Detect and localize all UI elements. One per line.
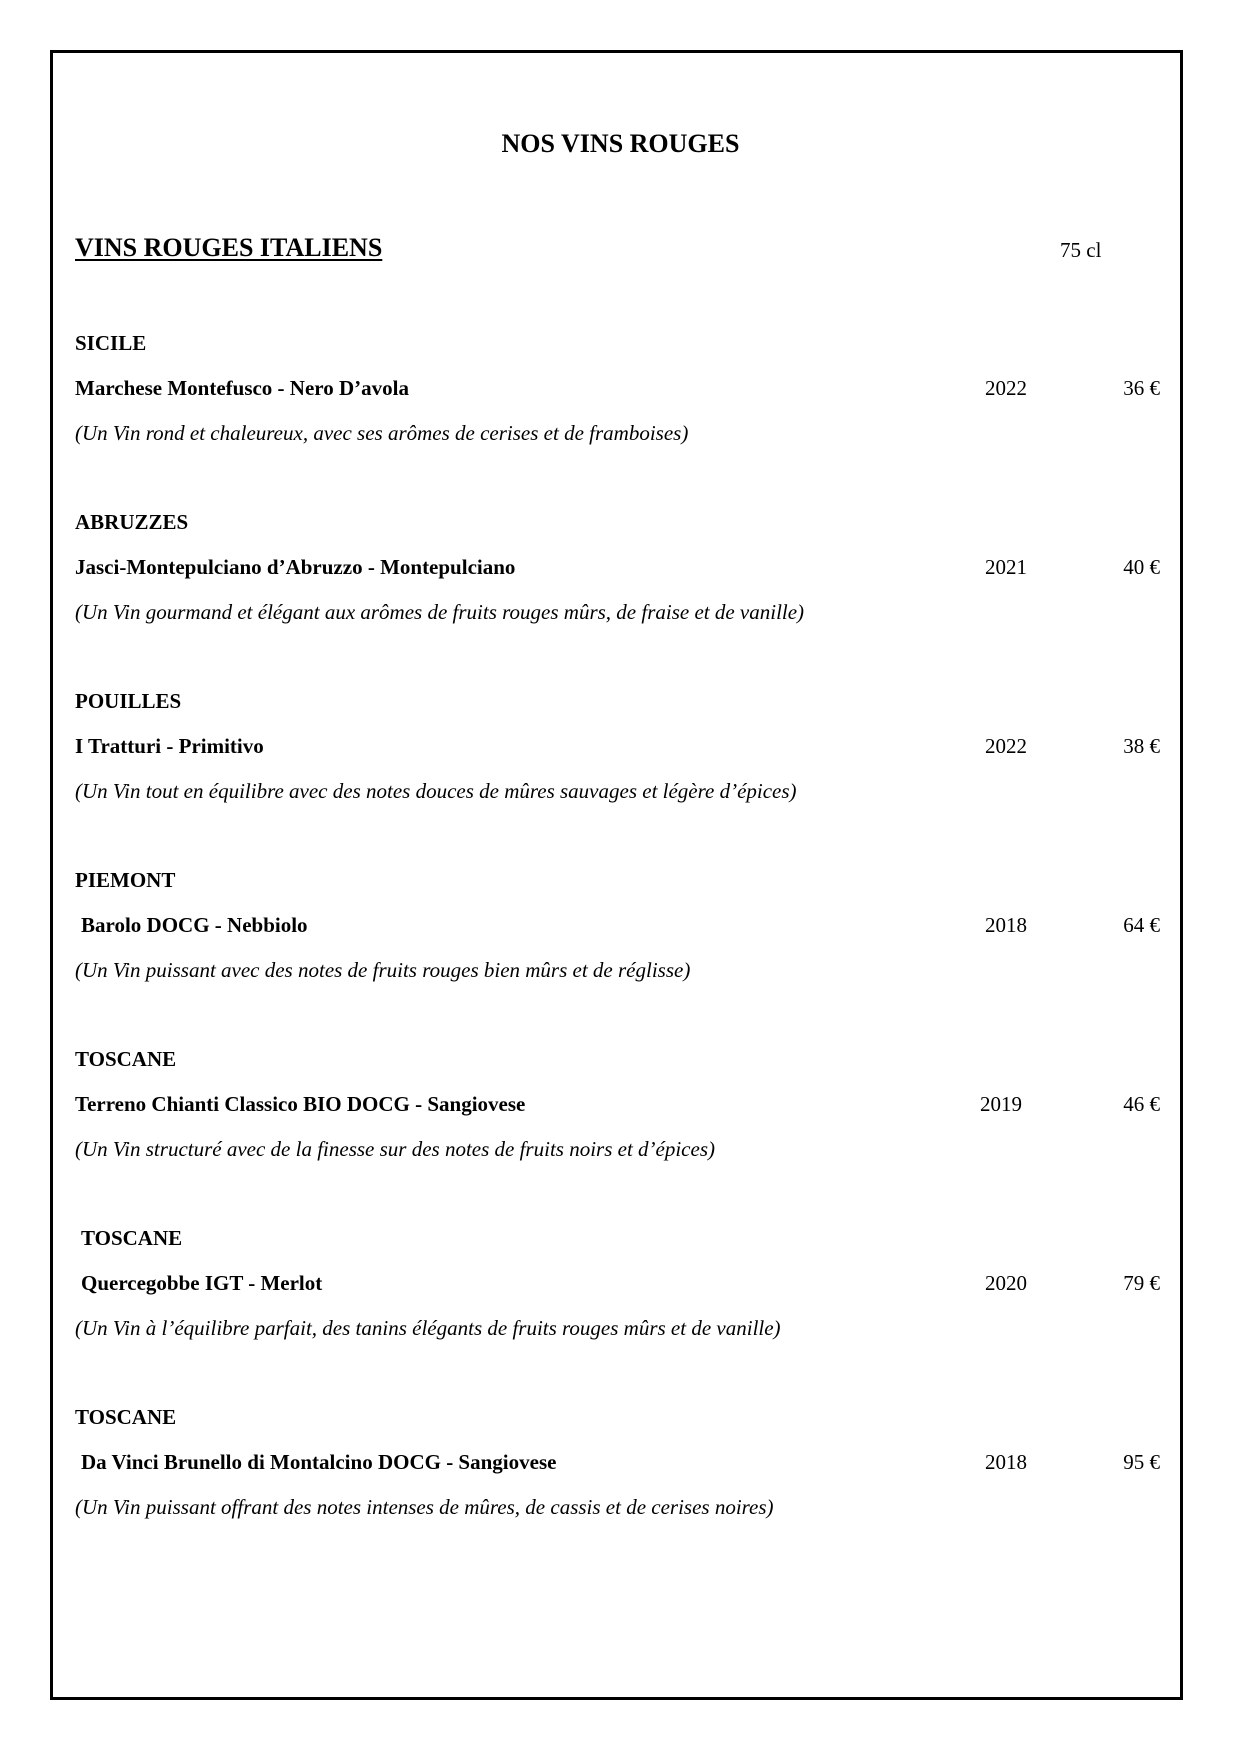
wine-name: Jasci-Montepulciano d’Abruzzo - Montepulciano: [75, 555, 516, 579]
wine-name: Marchese Montefusco - Nero D’avola: [75, 376, 409, 400]
wine-name: Da Vinci Brunello di Montalcino DOCG - Sangiovese: [81, 1450, 557, 1474]
wine-price: 40 €: [1123, 555, 1160, 579]
wine-name: Terreno Chianti Classico BIO DOCG - Sangiovese: [75, 1092, 526, 1116]
wine-year: 2022: [985, 376, 1027, 400]
wine-description: (Un Vin gourmand et élégant aux arômes de fruits rouges mûrs, de fraise et de vanille): [75, 600, 805, 624]
wine-region: ABRUZZES: [75, 510, 189, 534]
wine-description: (Un Vin puissant offrant des notes intenses de mûres, de cassis et de cerises noires): [75, 1495, 774, 1519]
wine-entry: [0, 1046, 1241, 1216]
wine-year: 2018: [985, 1450, 1027, 1474]
wine-name: Quercegobbe IGT - Merlot: [81, 1271, 323, 1295]
wine-price: 95 €: [1123, 1450, 1160, 1474]
wine-price: 38 €: [1123, 734, 1160, 758]
wine-entry: [0, 867, 1241, 1037]
wine-entry: [0, 1225, 1241, 1395]
wine-year: 2022: [985, 734, 1027, 758]
wine-entry: [0, 1404, 1241, 1574]
wine-year: 2019: [980, 1092, 1022, 1116]
wine-year: 2021: [985, 555, 1027, 579]
wine-region: TOSCANE: [81, 1226, 183, 1250]
wine-year: 2020: [985, 1271, 1027, 1295]
wine-region: PIEMONT: [75, 868, 176, 892]
wine-entry: [0, 509, 1241, 679]
wine-name: I Tratturi - Primitivo: [75, 734, 264, 758]
wine-region: TOSCANE: [75, 1047, 177, 1071]
wine-price: 64 €: [1123, 913, 1160, 937]
wine-entry: [0, 688, 1241, 858]
wine-name: Barolo DOCG - Nebbiolo: [81, 913, 308, 937]
wine-price: 36 €: [1123, 376, 1160, 400]
page-title: NOS VINS ROUGES: [501, 129, 740, 158]
wine-price: 46 €: [1123, 1092, 1160, 1116]
wine-description: (Un Vin rond et chaleureux, avec ses arômes de cerises et de framboises): [75, 421, 689, 445]
wine-region: POUILLES: [75, 689, 182, 713]
wine-description: (Un Vin à l’équilibre parfait, des tanins élégants de fruits rouges mûrs et de vanille): [75, 1316, 781, 1340]
wine-year: 2018: [985, 913, 1027, 937]
wine-description: (Un Vin tout en équilibre avec des notes douces de mûres sauvages et légère d’épices): [75, 779, 797, 803]
wine-description: (Un Vin structuré avec de la finesse sur des notes de fruits noirs et d’épices): [75, 1137, 715, 1161]
section-heading: VINS ROUGES ITALIENS: [75, 233, 383, 262]
volume-label: 75 cl: [1060, 238, 1102, 262]
wine-region: SICILE: [75, 331, 147, 355]
wine-entry: [0, 330, 1241, 500]
wine-price: 79 €: [1123, 1271, 1160, 1295]
wine-region: TOSCANE: [75, 1405, 177, 1429]
wine-description: (Un Vin puissant avec des notes de fruits rouges bien mûrs et de réglisse): [75, 958, 691, 982]
